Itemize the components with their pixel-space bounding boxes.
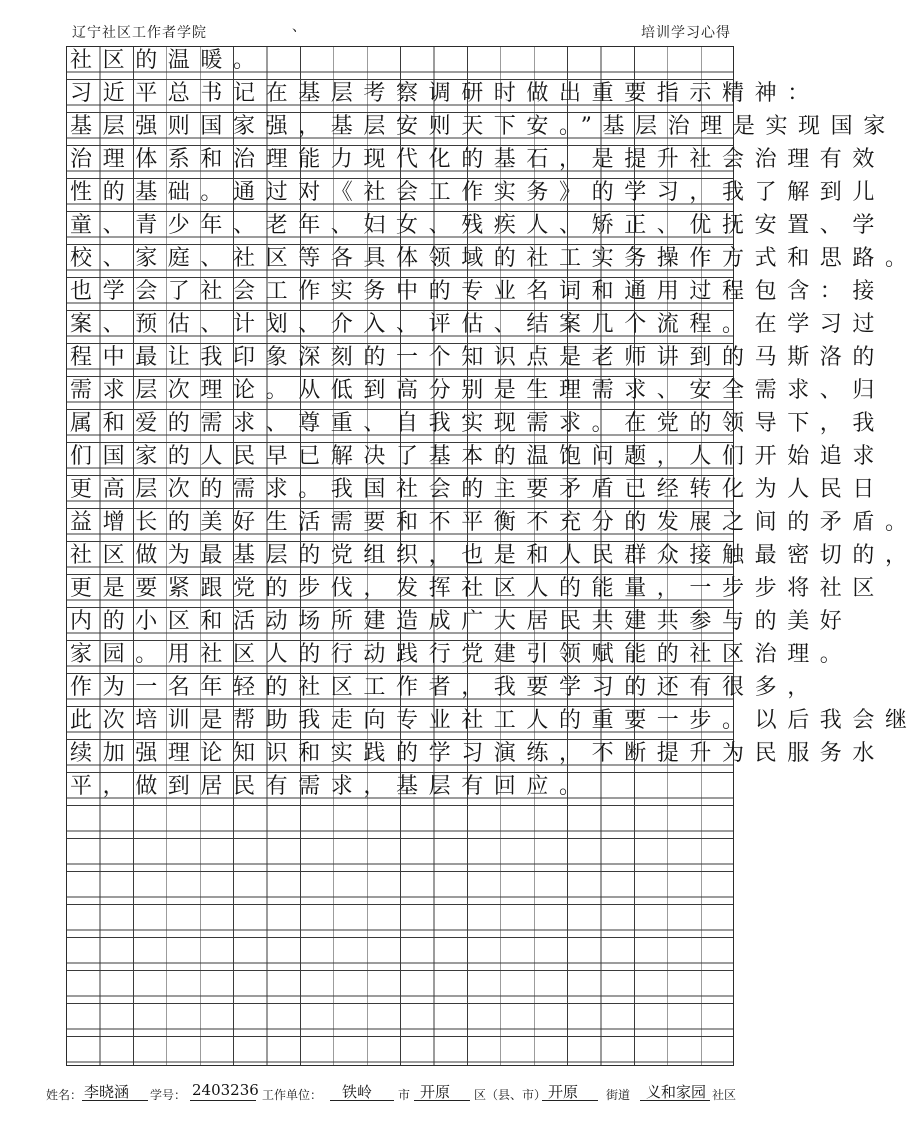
community-underline [640,1100,710,1101]
district-underline [414,1100,470,1101]
essay-line: 需求层次理论。从低到高分别是生理需求、安全需求、归 [70,378,886,403]
essay-line: 性的基础。通过对《社会工作实务》的学习，我了解到儿 [70,180,886,205]
essay-line: 作为一名年轻的社区工作者，我要学习的还有很多， [70,675,820,700]
header-college-name: 辽宁社区工作者学院 [72,25,207,41]
essay-line: 益增长的美好生活需要和不平衡不充分的发展之间的矛盾。 [70,510,918,535]
work-unit-label: 工作单位： [262,1088,323,1102]
essay-line: 更高层次的需求。我国社会的主要矛盾已经转化为人民日 [70,477,886,502]
student-id-value: 2403236 [192,1081,259,1099]
header-document-type: 培训学习心得 [641,25,731,41]
essay-line: 续加强理论知识和实践的学习演练，不断提升为民服务水 [70,741,886,766]
essay-line: 习近平总书记在基层考察调研时做出重要指示精神： [70,81,820,106]
city-value: 铁岭 [342,1083,373,1101]
street-underline [542,1100,598,1101]
name-label: 姓名： [46,1088,83,1102]
header-stray-mark: 、 [292,19,306,35]
essay-line: 基层强则国家强，基层安则天下安。”基层治理是实现国家 [70,114,896,139]
essay-line: 社区的温暖。 [70,48,266,73]
essay-line: 家园。用社区人的行动践行党建引领赋能的社区治理。 [70,642,853,667]
city-underline [330,1100,394,1101]
essay-line: 属和爱的需求、尊重、自我实现需求。在党的领导下，我 [70,411,886,436]
community-suffix: 社区 [712,1088,737,1102]
name-underline [82,1100,148,1101]
essay-line: 此次培训是帮助我走向专业社工人的重要一步。以后我会继 [70,708,918,733]
essay-line: 内的小区和活动场所建造成广大居民共建共参与的美好 [70,609,853,634]
student-id-underline [190,1100,256,1101]
essay-line: 平，做到居民有需求，基层有回应。 [70,774,592,799]
essay-line: 也学会了社会工作实务中的专业名词和通用过程包含：接 [70,279,886,304]
name-value: 李晓涵 [84,1083,130,1101]
street-suffix: 街道 [606,1088,631,1102]
district-suffix: 区（县、市） [474,1088,547,1102]
essay-line: 校、家庭、社区等各具体领域的社工实务操作方式和思路。 [70,246,918,271]
essay-line: 治理体系和治理能力现代化的基石，是提升社会治理有效 [70,147,886,172]
footer-info [46,1078,746,1108]
essay-line: 们国家的人民早已解决了基本的温饱问题，人们开始追求 [70,444,886,469]
essay-line: 程中最让我印象深刻的一个知识点是老师讲到的马斯洛的 [70,345,886,370]
essay-line: 更是要紧跟党的步伐，发挥社区人的能量，一步步将社区 [70,576,886,601]
district-value: 开原 [420,1083,451,1101]
student-id-label: 学号： [150,1088,187,1102]
essay-line: 案、预估、计划、介入、评估、结案几个流程。在学习过 [70,312,886,337]
city-suffix: 市 [398,1088,411,1102]
essay-line: 童、青少年、老年、妇女、残疾人、矫正、优抚安置、学 [70,213,886,238]
street-value: 开原 [548,1083,579,1101]
community-value: 义和家园 [646,1083,707,1101]
essay-line: 社区做为最基层的党组织，也是和人民群众接触最密切的， [70,543,918,568]
